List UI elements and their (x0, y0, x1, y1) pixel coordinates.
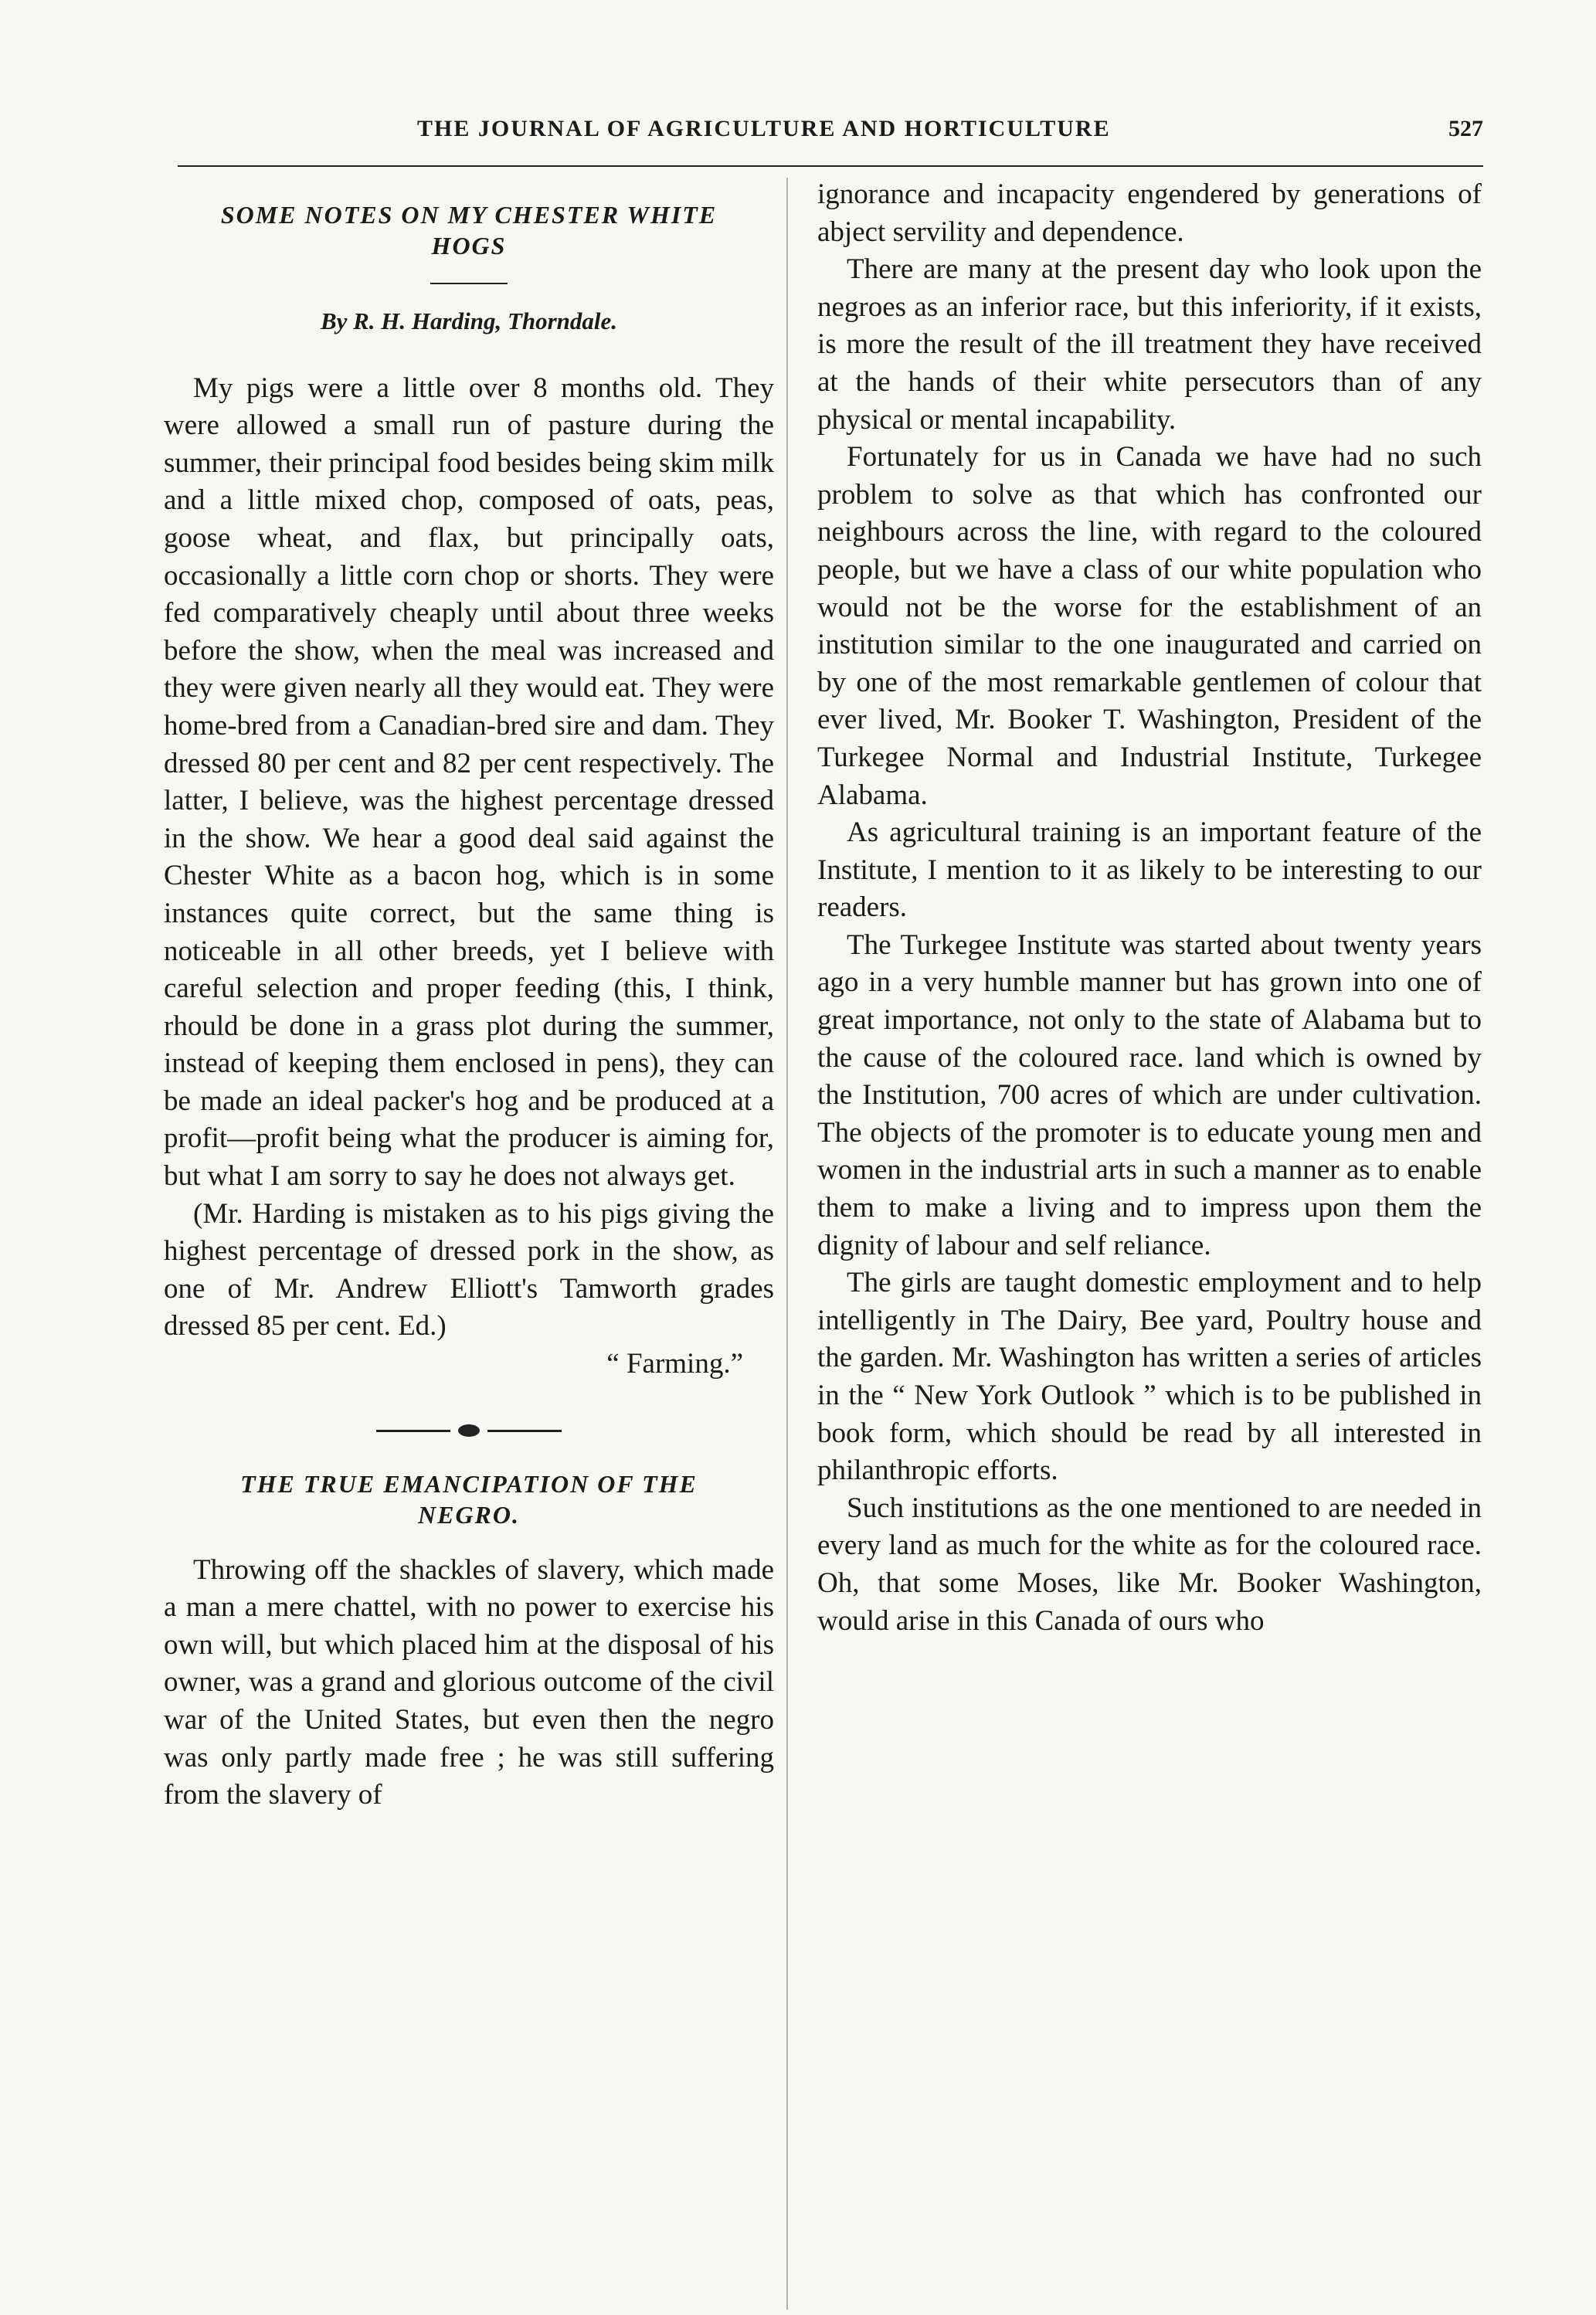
article-paragraph-continued: ignorance and incapacity engendered by generations of abject servility and dependence. (817, 178, 1482, 248)
article-title-chester-white: SOME NOTES ON MY CHESTER WHITE HOGS (220, 201, 718, 260)
column-divider (786, 178, 788, 2310)
section-ornament (376, 1424, 562, 1438)
article-paragraph: As agricultural training is an important feature of the Institute, I mention to it as likely to be interesting to our readers. (817, 816, 1482, 924)
article-paragraph: There are many at the present day who look upon the negroes as an inferior race, but this inferiority, if it exists, is more the result of the ill treatment they have received at the hands of their white persecutors than of any physical or mental incapability. (817, 253, 1482, 436)
header-rule (178, 165, 1483, 167)
article-paragraph: The girls are taught domestic employment and to help intelligently in The Dairy, Bee yard, Poultry house and the garden. Mr. Washington has written a series of articles in the “ New York Outlook ” which is to be published in book form, which should be read by all interested in philanthropic efforts. (817, 1267, 1482, 1487)
page-number: 527 (1448, 116, 1483, 141)
article-paragraph: The Turkegee Institute was started about twenty years ago in a very humble manner but has grown into one of great importance, not only to the state of Alabama but to the cause of the coloured race. land which is owned by the Institution, 700 acres of which are under cultivation. The objects of the promoter is to educate young men and women in the industrial arts in such a manner as to enable them to make a living and to impress upon them the dignity of labour and self reliance. (817, 928, 1482, 1261)
article-title-emancipation: THE TRUE EMANCIPATION OF THE NEGRO. (240, 1469, 698, 1529)
article-paragraph: Fortunately for us in Canada we have had no such problem to solve as that which has confronted our neighbours across the line, with regard to the coloured people, but we have a class of our white population who would not be the worse for the establishment of an institution similar to the one inaugurated and carried on by one of the most remarkable gentlemen of colour that ever lived, Mr. Booker T. Washington, President of the Turkegee Normal and Industrial Institute, Turkegee Alabama. (817, 441, 1482, 811)
article-paragraph: My pigs were a little over 8 months old. They were allowed a small run of pasture during the summer, their principal food besides being skim milk and a little mixed chop, composed of oats, peas, goose wheat, and flax, but principally oats, occasionally a little corn chop or shorts. They were fed comparatively cheaply until about three weeks before the show, when the meal was increased and they were given nearly all they would eat. They were home-bred from a Canadian-bred sire and dam. They dressed 80 per cent and 82 per cent respectively. The latter, I believe, was the highest percentage dressed in the show. We hear a good deal said against the Chester White as a bacon hog, which is in some instances quite correct, but the same thing is noticeable in all other breeds, yet I believe with careful selection and proper feeding (this, I think, rhould be done in a grass plot during the summer, instead of keeping them enclosed in pens), they can be made an ideal packer's hog and be produced at a profit—profit being what the producer is aiming for, but what I am sorry to say he does not always get. (164, 372, 774, 1193)
title-rule (430, 283, 508, 284)
left-column (164, 176, 774, 1814)
editor-note: (Mr. Harding is mistaken as to his pigs giving the highest percentage of dressed pork in the show, as one of Mr. Andrew Elliott's Tamworth grades dressed 85 per cent. Ed.) (164, 1197, 774, 1342)
article-paragraph: Such institutions as the one mentioned to are needed in every land as much for the white as for the coloured race. Oh, that some Moses, like Mr. Booker Washington, would arise in this Canada of ours who (817, 1492, 1482, 1637)
right-column (817, 176, 1482, 1640)
running-head (178, 116, 1483, 159)
article-source: “ Farming.” (606, 1348, 743, 1380)
article-paragraph: Throwing off the shackles of slavery, which made a man a mere chattel, with no power to exercise his own will, but which placed him at the disposal of his owner, was a grand and glorious outcome of the civil war of the United States, but even then the negro was only partly made free ; he was still suffering from the slavery of (164, 1553, 774, 1811)
article-byline: By R. H. Harding, Thorndale. (320, 307, 618, 334)
journal-title: THE JOURNAL OF AGRICULTURE AND HORTICULTURE (417, 116, 1111, 141)
